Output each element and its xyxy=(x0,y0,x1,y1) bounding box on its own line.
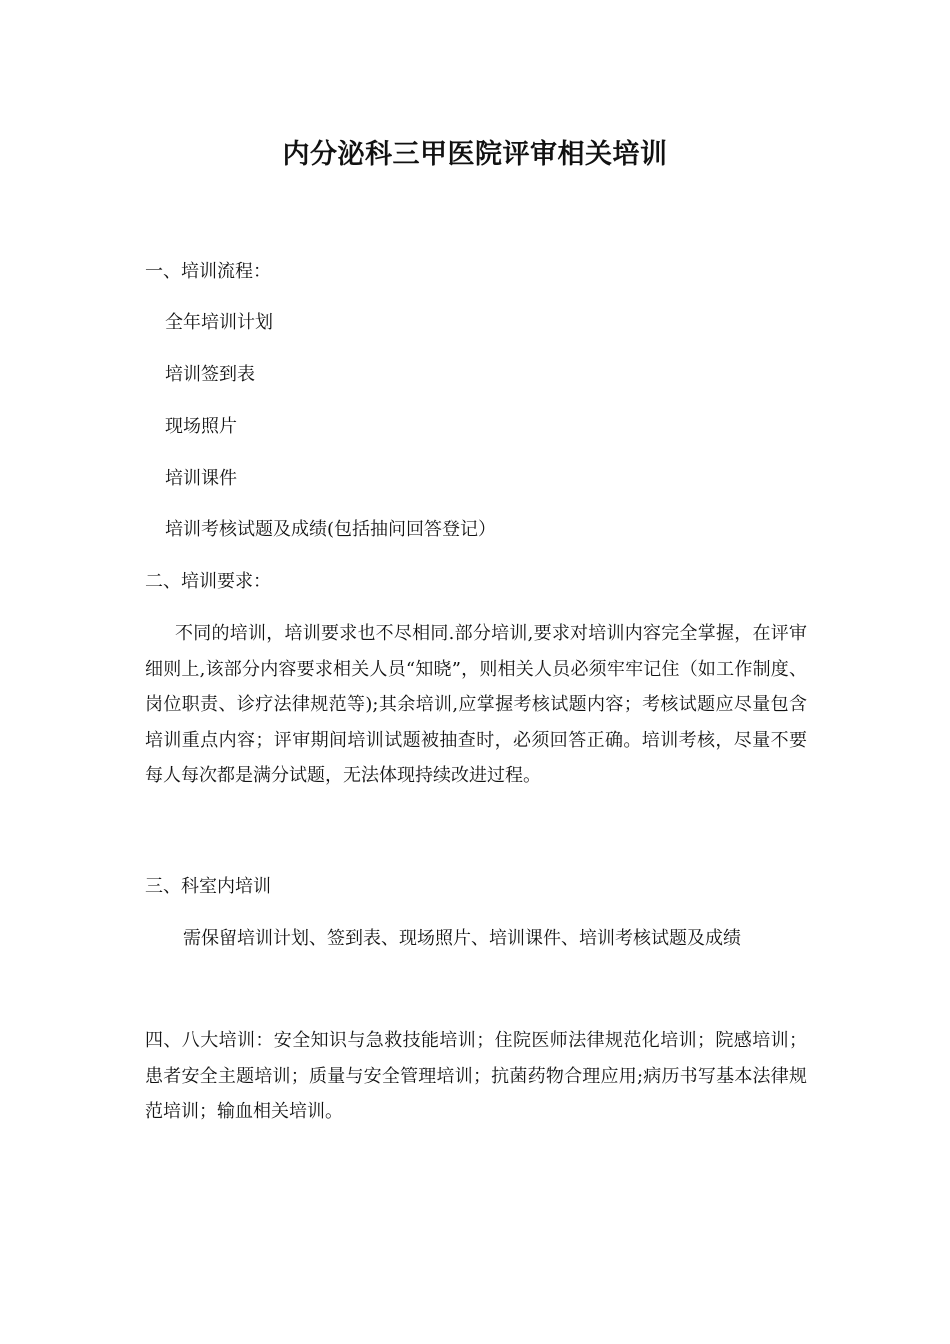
section-1-item: 全年培训计划 xyxy=(165,312,273,333)
section-3-heading: 三、科室内培训 xyxy=(145,876,271,897)
section-2-heading: 二、培训要求： xyxy=(145,571,271,592)
section-1-item: 现场照片 xyxy=(165,416,237,437)
section-1-item: 培训考核试题及成绩(包括抽问回答登记） xyxy=(165,519,497,540)
section-1-heading: 一、培训流程： xyxy=(145,261,271,282)
section-1-item: 培训课件 xyxy=(165,468,237,489)
section-1-item: 培训签到表 xyxy=(165,364,255,385)
document-title: 内分泌科三甲医院评审相关培训 xyxy=(282,139,668,170)
section-3-body: 需保留培训计划、签到表、现场照片、培训课件、培训考核试题及成绩 xyxy=(183,928,741,949)
section-2-body: 不同的培训，培训要求也不尽相同.部分培训,要求对培训内容完全掌握，在评审细则上,该部分内容要求相关人员“知晓”，则相关人员必须牢牢记住（如工作制度、岗位职责、诊疗法律规范等);其余培训,应掌握考核试题内容；考核试题应尽量包含培训重点内容；评审期间培训试题被抽查时，必须回答正确。培训考核，尽量不要每人每次都是满分试题，无法体现持续改进过程。 xyxy=(145,623,807,786)
section-4-body: 四、八大培训：安全知识与急救技能培训；住院医师法律规范化培训；院感培训；患者安全主题培训；质量与安全管理培训；抗菌药物合理应用;病历书写基本法律规范培训；输血相关培训。 xyxy=(145,1030,807,1122)
